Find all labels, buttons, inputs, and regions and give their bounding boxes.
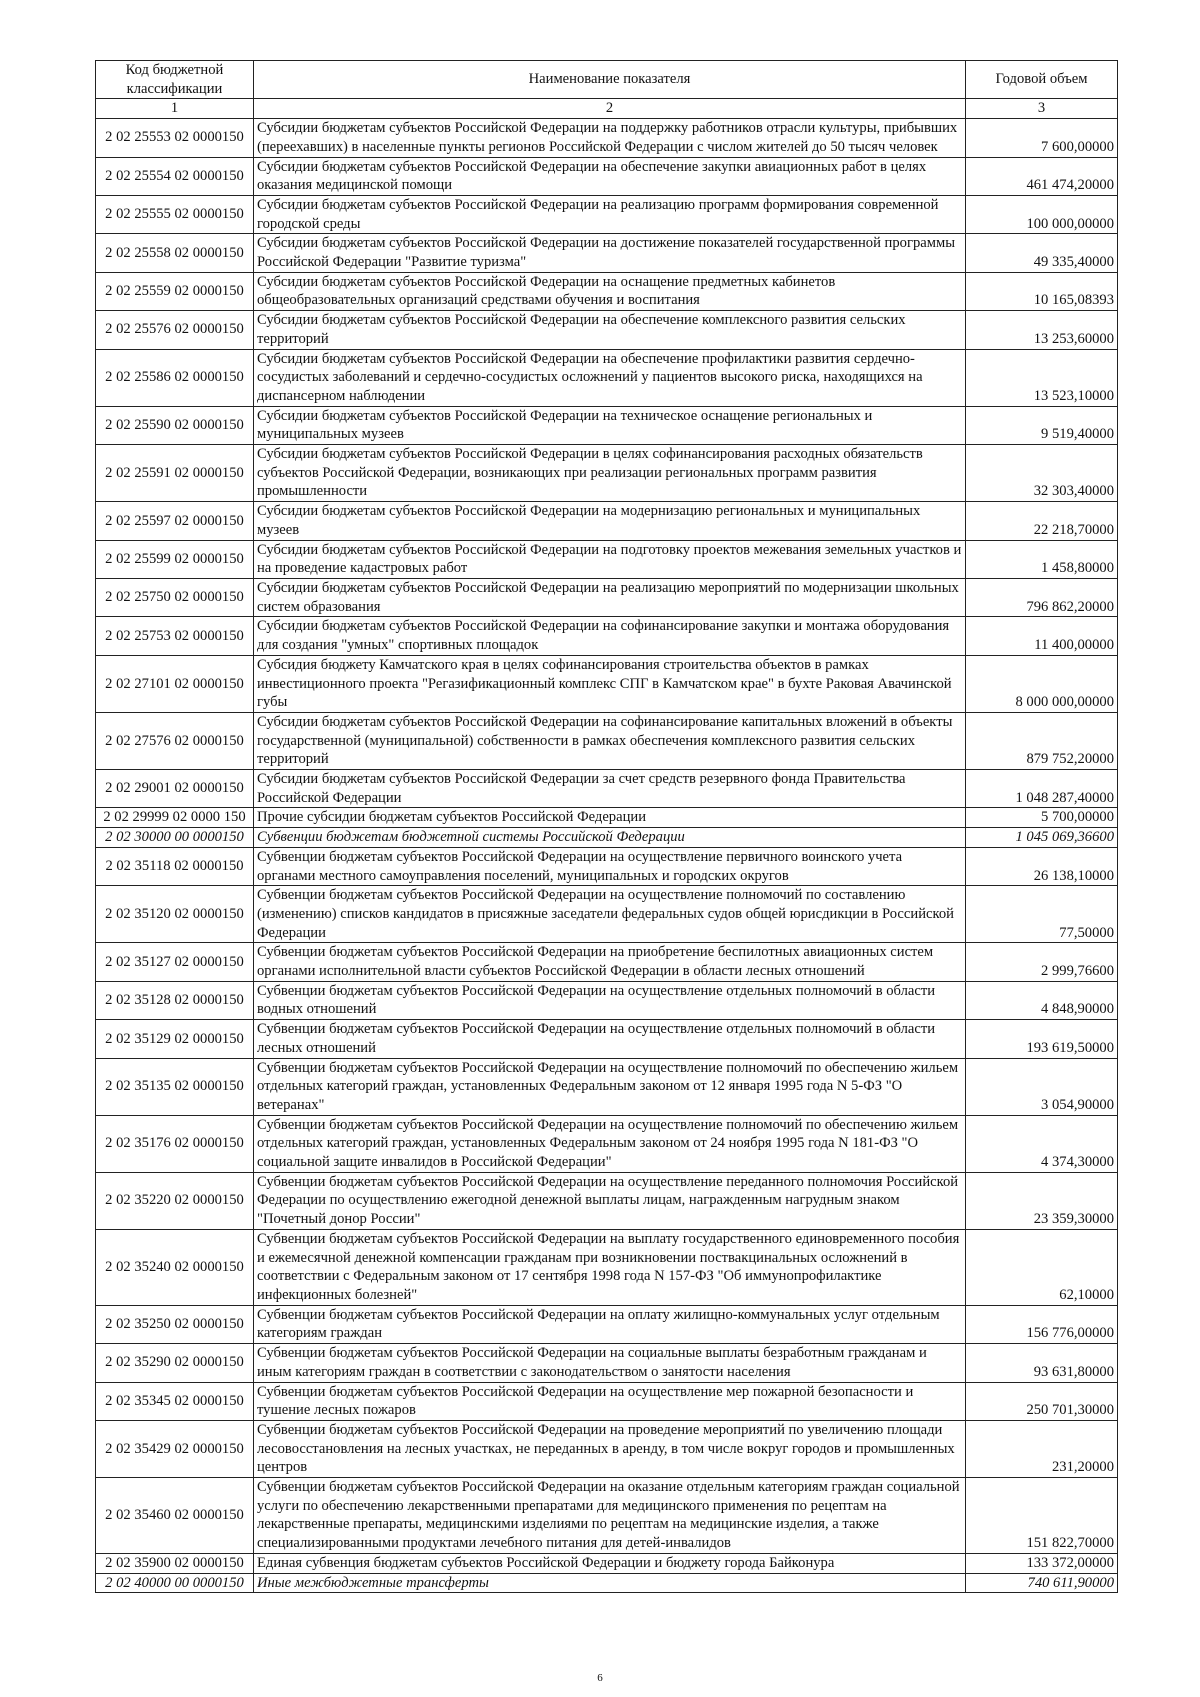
volume-cell: 3 054,90000 — [966, 1058, 1118, 1115]
header-row — [96, 61, 1118, 99]
volume-cell: 156 776,00000 — [966, 1305, 1118, 1343]
volume-cell: 193 619,50000 — [966, 1020, 1118, 1058]
name-cell: Субвенции бюджетам субъектов Российской Федерации на оказание отдельным категориям граждан социальной услуги по обеспечению лекарственными препаратами для медицинского применения по рецептам на лекарственные препараты, медицинскими изделиями по рецептам на медицинские изделия, а также специализированными продуктами лечебного питания для детей-инвалидов — [254, 1478, 966, 1554]
volume-cell: 62,10000 — [966, 1229, 1118, 1305]
name-cell: Субсидии бюджетам субъектов Российской Федерации за счет средств резервного фонда Правительства Российской Федерации — [254, 770, 966, 808]
name-cell: Субсидии бюджетам субъектов Российской Федерации в целях софинансирования расходных обязательств субъектов Российской Федерации, возникающих при реализации региональных программ развития промышленности — [254, 445, 966, 502]
code-cell: 2 02 35220 02 0000150 — [96, 1172, 254, 1229]
name-cell: Субсидии бюджетам субъектов Российской Федерации на реализацию программ формирования современной городской среды — [254, 195, 966, 233]
table-row — [96, 617, 1118, 655]
code-cell: 2 02 40000 00 0000150 — [96, 1573, 254, 1593]
volume-cell: 231,20000 — [966, 1420, 1118, 1477]
name-cell: Субвенции бюджетам субъектов Российской Федерации на осуществление мер пожарной безопасности и тушение лесных пожаров — [254, 1382, 966, 1420]
code-cell: 2 02 35120 02 0000150 — [96, 886, 254, 943]
header-volume: Годовой объем — [966, 61, 1118, 99]
table-row — [96, 808, 1118, 828]
column-number-3: 3 — [966, 99, 1118, 119]
code-cell: 2 02 35118 02 0000150 — [96, 847, 254, 885]
table-row — [96, 828, 1118, 848]
header-code: Код бюджетной классификации — [96, 61, 254, 99]
code-cell: 2 02 35345 02 0000150 — [96, 1382, 254, 1420]
table-row — [96, 1420, 1118, 1477]
table-row — [96, 157, 1118, 195]
volume-cell: 23 359,30000 — [966, 1172, 1118, 1229]
code-cell: 2 02 35135 02 0000150 — [96, 1058, 254, 1115]
name-cell: Субвенции бюджетам субъектов Российской Федерации на осуществление первичного воинского учета органами местного самоуправления поселений, муниципальных и городских округов — [254, 847, 966, 885]
code-cell: 2 02 27576 02 0000150 — [96, 712, 254, 769]
code-cell: 2 02 35240 02 0000150 — [96, 1229, 254, 1305]
code-cell: 2 02 29999 02 0000 150 — [96, 808, 254, 828]
name-cell: Субвенции бюджетам бюджетной системы Российской Федерации — [254, 828, 966, 848]
header-name: Наименование показателя — [254, 61, 966, 99]
table-row — [96, 1382, 1118, 1420]
table-row — [96, 234, 1118, 272]
volume-cell: 26 138,10000 — [966, 847, 1118, 885]
name-cell: Прочие субсидии бюджетам субъектов Российской Федерации — [254, 808, 966, 828]
code-cell: 2 02 25576 02 0000150 — [96, 311, 254, 349]
table-row — [96, 1020, 1118, 1058]
name-cell: Субсидии бюджетам субъектов Российской Федерации на обеспечение профилактики развития сердечно-сосудистых заболеваний и сердечно-сосудистых осложнений у пациентов высокого риска, находящихся на диспансерном наблюдении — [254, 349, 966, 406]
name-cell: Субвенции бюджетам субъектов Российской Федерации на приобретение беспилотных авиационных систем органами исполнительной власти субъектов Российской Федерации в области лесных отношений — [254, 943, 966, 981]
table-row — [96, 272, 1118, 310]
table-row — [96, 1553, 1118, 1573]
table-row — [96, 886, 1118, 943]
table-row — [96, 1305, 1118, 1343]
volume-cell: 796 862,20000 — [966, 578, 1118, 616]
table-row — [96, 1229, 1118, 1305]
name-cell: Субсидии бюджетам субъектов Российской Федерации на реализацию мероприятий по модернизации школьных систем образования — [254, 578, 966, 616]
name-cell: Субвенции бюджетам субъектов Российской Федерации на осуществление отдельных полномочий в области лесных отношений — [254, 1020, 966, 1058]
volume-cell: 32 303,40000 — [966, 445, 1118, 502]
code-cell: 2 02 35460 02 0000150 — [96, 1478, 254, 1554]
volume-cell: 49 335,40000 — [966, 234, 1118, 272]
volume-cell: 250 701,30000 — [966, 1382, 1118, 1420]
table-row — [96, 981, 1118, 1019]
volume-cell: 8 000 000,00000 — [966, 655, 1118, 712]
table-header — [96, 61, 1118, 119]
name-cell: Субвенции бюджетам субъектов Российской Федерации на осуществление полномочий по обеспечению жильем отдельных категорий граждан, установленных Федеральным законом от 24 ноября 1995 года N 181-ФЗ "О социальной защите инвалидов в Российской Федерации" — [254, 1115, 966, 1172]
name-cell: Субсидии бюджетам субъектов Российской Федерации на модернизацию региональных и муниципальных музеев — [254, 502, 966, 540]
name-cell: Субвенции бюджетам субъектов Российской Федерации на оплату жилищно-коммунальных услуг отдельным категориям граждан — [254, 1305, 966, 1343]
name-cell: Субсидии бюджетам субъектов Российской Федерации на техническое оснащение региональных и муниципальных музеев — [254, 406, 966, 444]
code-cell: 2 02 25753 02 0000150 — [96, 617, 254, 655]
volume-cell: 13 523,10000 — [966, 349, 1118, 406]
table-row — [96, 943, 1118, 981]
code-cell: 2 02 25559 02 0000150 — [96, 272, 254, 310]
column-number-row — [96, 99, 1118, 119]
name-cell: Субсидии бюджетам субъектов Российской Федерации на обеспечение закупки авиационных работ в целях оказания медицинской помощи — [254, 157, 966, 195]
table-row — [96, 1058, 1118, 1115]
volume-cell: 151 822,70000 — [966, 1478, 1118, 1554]
volume-cell: 879 752,20000 — [966, 712, 1118, 769]
table-row — [96, 1172, 1118, 1229]
volume-cell: 1 048 287,40000 — [966, 770, 1118, 808]
name-cell: Субвенции бюджетам субъектов Российской Федерации на осуществление переданного полномочия Российской Федерации по осуществлению ежегодной денежной выплаты лицам, награжденным нагрудным знаком "Почетный донор России" — [254, 1172, 966, 1229]
code-cell: 2 02 25555 02 0000150 — [96, 195, 254, 233]
code-cell: 2 02 29001 02 0000150 — [96, 770, 254, 808]
volume-cell: 100 000,00000 — [966, 195, 1118, 233]
budget-table — [95, 60, 1118, 1593]
name-cell: Единая субвенция бюджетам субъектов Российской Федерации и бюджету города Байконура — [254, 1553, 966, 1573]
name-cell: Иные межбюджетные трансферты — [254, 1573, 966, 1593]
code-cell: 2 02 25599 02 0000150 — [96, 540, 254, 578]
name-cell: Субвенции бюджетам субъектов Российской Федерации на осуществление отдельных полномочий в области водных отношений — [254, 981, 966, 1019]
name-cell: Субсидии бюджетам субъектов Российской Федерации на софинансирование капитальных вложений в объекты государственной (муниципальной) собственности в рамках обеспечения комплексного развития сельских территорий — [254, 712, 966, 769]
code-cell: 2 02 35290 02 0000150 — [96, 1344, 254, 1382]
name-cell: Субвенции бюджетам субъектов Российской Федерации на осуществление полномочий по составлению (изменению) списков кандидатов в присяжные заседатели федеральных судов общей юрисдикции в Российской Федерации — [254, 886, 966, 943]
name-cell: Субвенции бюджетам субъектов Российской Федерации на социальные выплаты безработным гражданам и иным категориям граждан в соответствии с законодательством о занятости населения — [254, 1344, 966, 1382]
table-body — [96, 119, 1118, 1593]
table-row — [96, 445, 1118, 502]
name-cell: Субсидии бюджетам субъектов Российской Федерации на подготовку проектов межевания земельных участков и на проведение кадастровых работ — [254, 540, 966, 578]
code-cell: 2 02 25750 02 0000150 — [96, 578, 254, 616]
name-cell: Субсидии бюджетам субъектов Российской Федерации на обеспечение комплексного развития сельских территорий — [254, 311, 966, 349]
table-row — [96, 847, 1118, 885]
table-row — [96, 119, 1118, 157]
volume-cell: 133 372,00000 — [966, 1553, 1118, 1573]
table-row — [96, 1344, 1118, 1382]
code-cell: 2 02 25553 02 0000150 — [96, 119, 254, 157]
code-cell: 2 02 25554 02 0000150 — [96, 157, 254, 195]
volume-cell: 9 519,40000 — [966, 406, 1118, 444]
volume-cell: 740 611,90000 — [966, 1573, 1118, 1593]
name-cell: Субсидии бюджетам субъектов Российской Федерации на софинансирование закупки и монтажа оборудования для создания "умных" спортивных площадок — [254, 617, 966, 655]
volume-cell: 461 474,20000 — [966, 157, 1118, 195]
code-cell: 2 02 35900 02 0000150 — [96, 1553, 254, 1573]
volume-cell: 10 165,08393 — [966, 272, 1118, 310]
name-cell: Субвенции бюджетам субъектов Российской Федерации на выплату государственного единовременного пособия и ежемесячной денежной компенсации гражданам при возникновении поствакцинальных осложнений в соответствии с Федеральным законом от 17 сентября 1998 года N 157-ФЗ "Об иммунопрофилактике инфекционных болезней" — [254, 1229, 966, 1305]
table-row — [96, 349, 1118, 406]
name-cell: Субсидии бюджетам субъектов Российской Федерации на оснащение предметных кабинетов общеобразовательных организаций средствами обучения и воспитания — [254, 272, 966, 310]
table-row — [96, 770, 1118, 808]
code-cell: 2 02 25558 02 0000150 — [96, 234, 254, 272]
volume-cell: 7 600,00000 — [966, 119, 1118, 157]
code-cell: 2 02 27101 02 0000150 — [96, 655, 254, 712]
code-cell: 2 02 35129 02 0000150 — [96, 1020, 254, 1058]
table-row — [96, 502, 1118, 540]
name-cell: Субсидии бюджетам субъектов Российской Федерации на поддержку работников отрасли культуры, прибывших (переехавших) в населенные пункты регионов Российской Федерации с числом жителей до 50 тысяч человек — [254, 119, 966, 157]
volume-cell: 93 631,80000 — [966, 1344, 1118, 1382]
volume-cell: 4 374,30000 — [966, 1115, 1118, 1172]
page-number: 6 — [597, 1672, 603, 1684]
volume-cell: 1 045 069,36600 — [966, 828, 1118, 848]
code-cell: 2 02 25590 02 0000150 — [96, 406, 254, 444]
table-row — [96, 655, 1118, 712]
table-row — [96, 1478, 1118, 1554]
name-cell: Субвенции бюджетам субъектов Российской Федерации на осуществление полномочий по обеспечению жильем отдельных категорий граждан, установленных Федеральным законом от 12 января 1995 года N 5-ФЗ "О ветеранах" — [254, 1058, 966, 1115]
code-cell: 2 02 30000 00 0000150 — [96, 828, 254, 848]
table-row — [96, 406, 1118, 444]
volume-cell: 4 848,90000 — [966, 981, 1118, 1019]
volume-cell: 22 218,70000 — [966, 502, 1118, 540]
table-row — [96, 540, 1118, 578]
code-cell: 2 02 35429 02 0000150 — [96, 1420, 254, 1477]
column-number-1: 1 — [96, 99, 254, 119]
name-cell: Субсидии бюджетам субъектов Российской Федерации на достижение показателей государственной программы Российской Федерации "Развитие туризма" — [254, 234, 966, 272]
volume-cell: 5 700,00000 — [966, 808, 1118, 828]
code-cell: 2 02 25597 02 0000150 — [96, 502, 254, 540]
code-cell: 2 02 35250 02 0000150 — [96, 1305, 254, 1343]
table-row — [96, 1115, 1118, 1172]
code-cell: 2 02 35127 02 0000150 — [96, 943, 254, 981]
volume-cell: 11 400,00000 — [966, 617, 1118, 655]
table-row — [96, 311, 1118, 349]
table-row — [96, 195, 1118, 233]
table-row — [96, 712, 1118, 769]
volume-cell: 77,50000 — [966, 886, 1118, 943]
name-cell: Субсидия бюджету Камчатского края в целях софинансирования строительства объектов в рамках инвестиционного проекта "Регазификационный комплекс СПГ в Камчатском крае" в бухте Раковая Авачинской губы — [254, 655, 966, 712]
volume-cell: 1 458,80000 — [966, 540, 1118, 578]
column-number-2: 2 — [254, 99, 966, 119]
volume-cell: 2 999,76600 — [966, 943, 1118, 981]
table-row — [96, 1573, 1118, 1593]
table-row — [96, 578, 1118, 616]
volume-cell: 13 253,60000 — [966, 311, 1118, 349]
code-cell: 2 02 25586 02 0000150 — [96, 349, 254, 406]
code-cell: 2 02 35176 02 0000150 — [96, 1115, 254, 1172]
code-cell: 2 02 25591 02 0000150 — [96, 445, 254, 502]
code-cell: 2 02 35128 02 0000150 — [96, 981, 254, 1019]
name-cell: Субвенции бюджетам субъектов Российской Федерации на проведение мероприятий по увеличению площади лесовосстановления на лесных участках, не переданных в аренду, в том числе вокруг городов и промышленных центров — [254, 1420, 966, 1477]
